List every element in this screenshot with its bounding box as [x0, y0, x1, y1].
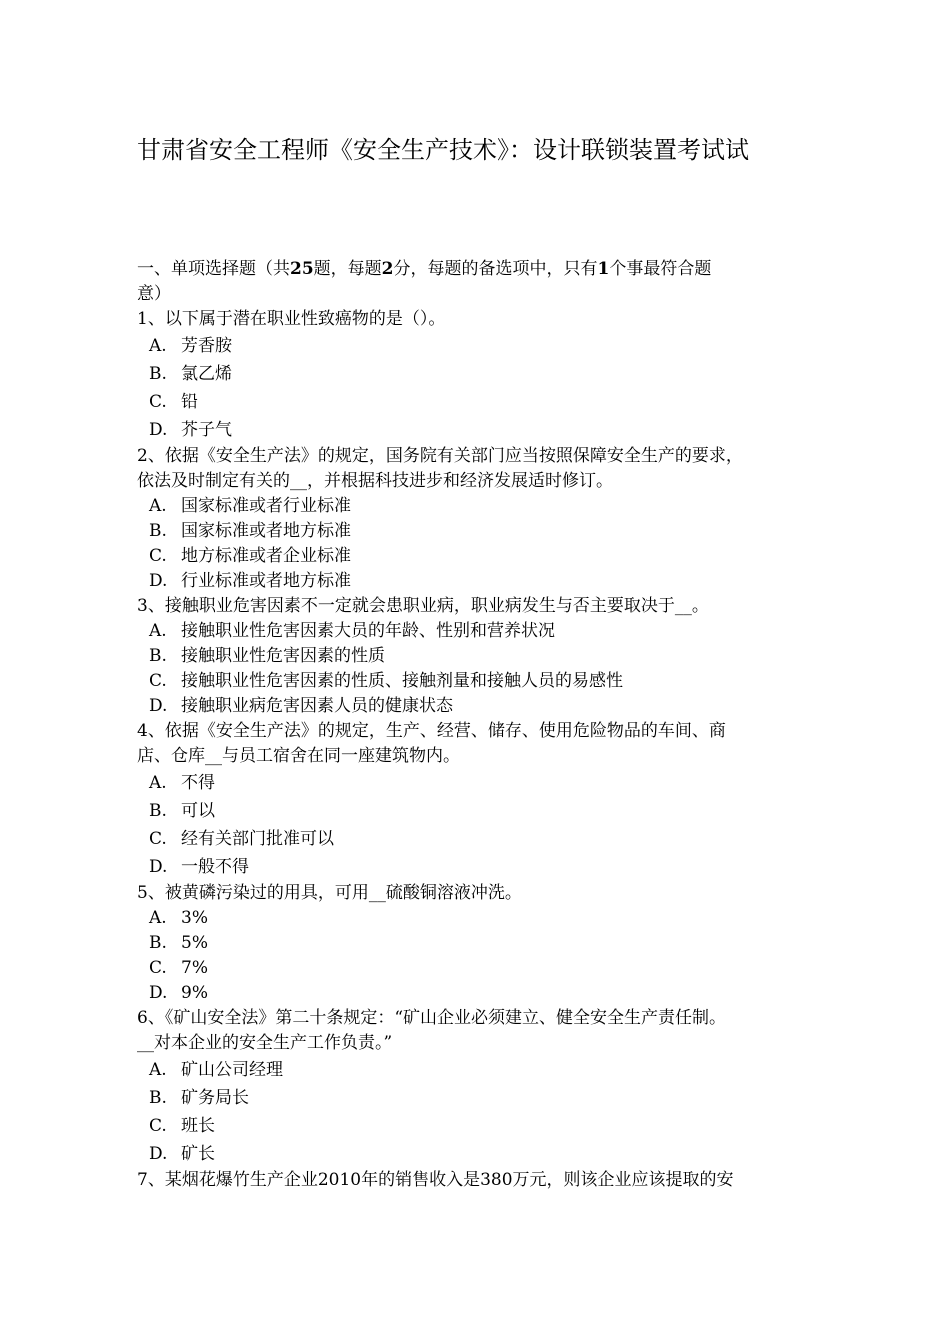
option-3c: C. 接触职业性危害因素的性质、接触剂量和接触人员的易感性 [149, 671, 623, 691]
section-heading-cont: 意） [137, 284, 171, 304]
option-1d: D. 芥子气 [149, 420, 232, 440]
option-2c: C. 地方标准或者企业标准 [149, 546, 351, 566]
document-body [137, 257, 817, 1193]
question-1: 1、以下属于潜在职业性致癌物的是（）。 [137, 309, 446, 329]
option-6a: A. 矿山公司经理 [149, 1060, 283, 1080]
question-2-cont: 依法及时制定有关的__，并根据科技进步和经济发展适时修订。 [137, 471, 613, 491]
question-2: 2、依据《安全生产法》的规定，国务院有关部门应当按照保障安全生产的要求， [137, 446, 743, 466]
option-4c: C. 经有关部门批准可以 [149, 829, 334, 849]
option-6c: C. 班长 [149, 1116, 215, 1136]
question-5: 5、被黄磷污染过的用具，可用__硫酸铜溶液冲洗。 [137, 883, 522, 903]
option-3b: B. 接触职业性危害因素的性质 [149, 646, 385, 666]
question-6: 6、《矿山安全法》第二十条规定：“矿山企业必须建立、健全安全生产责任制。 [137, 1008, 727, 1028]
option-2d: D. 行业标准或者地方标准 [149, 571, 351, 591]
question-7: 7、某烟花爆竹生产企业2010年的销售收入是380万元，则该企业应该提取的安 [137, 1170, 734, 1190]
document-title: 甘肃省安全工程师《安全生产技术》：设计联锁装置考试试 [137, 136, 749, 164]
option-1a: A. 芳香胺 [149, 336, 232, 356]
option-5b: B. 5% [149, 933, 208, 953]
option-1c: C. 铅 [149, 392, 198, 412]
option-6b: B. 矿务局长 [149, 1088, 249, 1108]
option-2a: A. 国家标准或者行业标准 [149, 496, 351, 516]
option-3d: D. 接触职业病危害因素人员的健康状态 [149, 696, 453, 716]
option-5d: D. 9% [149, 983, 208, 1003]
section-heading: 一、单项选择题（共25题，每题2分，每题的备选项中，只有1个事最符合题 [137, 259, 712, 279]
option-5c: C. 7% [149, 958, 208, 978]
option-2b: B. 国家标准或者地方标准 [149, 521, 351, 541]
question-3: 3、接触职业危害因素不一定就会患职业病，职业病发生与否主要取决于__。 [137, 596, 709, 616]
option-5a: A. 3% [149, 908, 208, 928]
option-1b: B. 氯乙烯 [149, 364, 232, 384]
question-6-cont: __对本企业的安全生产工作负责。” [137, 1033, 393, 1053]
option-4b: B. 可以 [149, 801, 215, 821]
option-6d: D. 矿长 [149, 1144, 215, 1164]
option-4a: A. 不得 [149, 773, 215, 793]
question-4: 4、依据《安全生产法》的规定，生产、经营、储存、使用危险物品的车间、商 [137, 721, 726, 741]
question-4-cont: 店、仓库__与员工宿舍在同一座建筑物内。 [137, 746, 460, 766]
option-3a: A. 接触职业性危害因素大员的年龄、性别和营养状况 [149, 621, 555, 641]
option-4d: D. 一般不得 [149, 857, 249, 877]
